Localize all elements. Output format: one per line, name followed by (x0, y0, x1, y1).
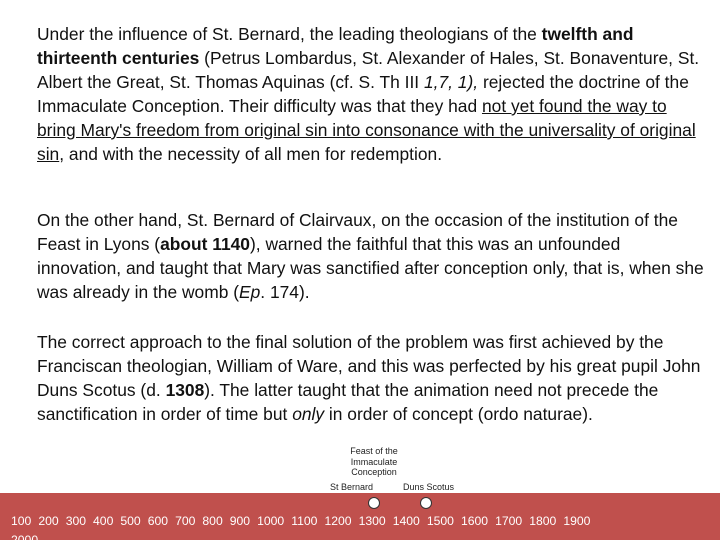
p1-bold-centuries: twelfth and thirteenth centuries (37, 24, 634, 68)
paragraph-scholastic-theologians (37, 22, 709, 166)
timeline-year-label: 700 (175, 514, 196, 528)
timeline-year-label: 1400 (392, 514, 420, 528)
p2-italic-ep: Ep (239, 282, 261, 302)
feast-label-line-2: Immaculate (350, 456, 398, 467)
timeline-year-label: 1500 (426, 514, 454, 528)
timeline-year-label: 1600 (460, 514, 489, 528)
p3-italic-only: only (292, 404, 325, 424)
p1-text-2: (Petrus Lombardus, St. Alexander of Hales, St. Bonaventure, St. Albert the Great, St. Thomas Aquinas (cf. S. Th III (37, 48, 700, 92)
timeline-year-label: 1200 (324, 514, 352, 528)
paragraph-duns-scotus (37, 330, 709, 426)
duns-scotus-marker (420, 497, 432, 509)
feast-label-line-1: Feast of the (350, 446, 398, 456)
p1-text-4: , and with the necessity of all men for redemption. (59, 144, 443, 164)
timeline-year-label: 400 (93, 514, 114, 528)
feast-label-line-3: Conception (351, 467, 397, 477)
paragraph-st-bernard (37, 208, 709, 304)
timeline-year-label: 1700 (495, 514, 523, 528)
timeline-year-label: 1800 (529, 514, 557, 528)
p3-text-3: in order of concept (ordo naturae). (324, 404, 593, 424)
timeline-year-label: 1000 (257, 514, 285, 528)
duns-scotus-label: Duns Scotus (403, 482, 455, 492)
p1-underlined-difficulty: not yet found the way to bring Mary's freedom from original sin into consonance with the universality of original sin (37, 96, 696, 164)
timeline-year-label: 100 (11, 514, 32, 528)
timeline-year-label: 300 (65, 514, 87, 528)
st-bernard-label: St Bernard (330, 482, 374, 492)
timeline-year-label: 900 (229, 514, 251, 528)
p2-text-3: . 174). (260, 282, 310, 302)
p1-text-1: Under the influence of St. Bernard, the leading theologians of the (37, 24, 542, 44)
timeline-year-label: 1300 (358, 514, 386, 528)
p3-bold-year: 1308 (165, 380, 205, 400)
feast-label (322, 446, 426, 478)
timeline-year-label: 500 (120, 514, 141, 528)
timeline-year-label: 800 (202, 514, 223, 528)
timeline-year-label: 200 (38, 514, 59, 528)
st-bernard-marker (368, 497, 380, 509)
timeline-year-last: 2000 (11, 533, 39, 547)
timeline-year-label: 600 (147, 514, 169, 528)
timeline-year-label: 1100 (291, 514, 318, 528)
timeline-year-labels (11, 514, 711, 529)
p1-text-3: rejected the doctrine of the Immaculate Conception. Their difficulty was that they had (37, 72, 689, 116)
p2-text-2: ), warned the faithful that this was an unfounded innovation, and taught that Mary was sanctified after conception only, that is, when she was already in the womb ( (37, 234, 704, 302)
p2-bold-date: about 1140 (160, 234, 250, 254)
p3-text-1: The correct approach to the final solution of the problem was first achieved by the Franciscan theologian, William of Ware, and this was perfected by his great pupil John Duns Scotus (d. (37, 332, 701, 400)
p2-text-1: On the other hand, St. Bernard of Clairvaux, on the occasion of the institution of the Feast in Lyons ( (37, 210, 678, 254)
p1-italic-citation: 1,7, 1), (423, 72, 479, 92)
p3-text-2: ). The latter taught that the animation need not precede the sanctification in order of time but (37, 380, 659, 424)
timeline-year-label: 1900 (563, 514, 591, 528)
